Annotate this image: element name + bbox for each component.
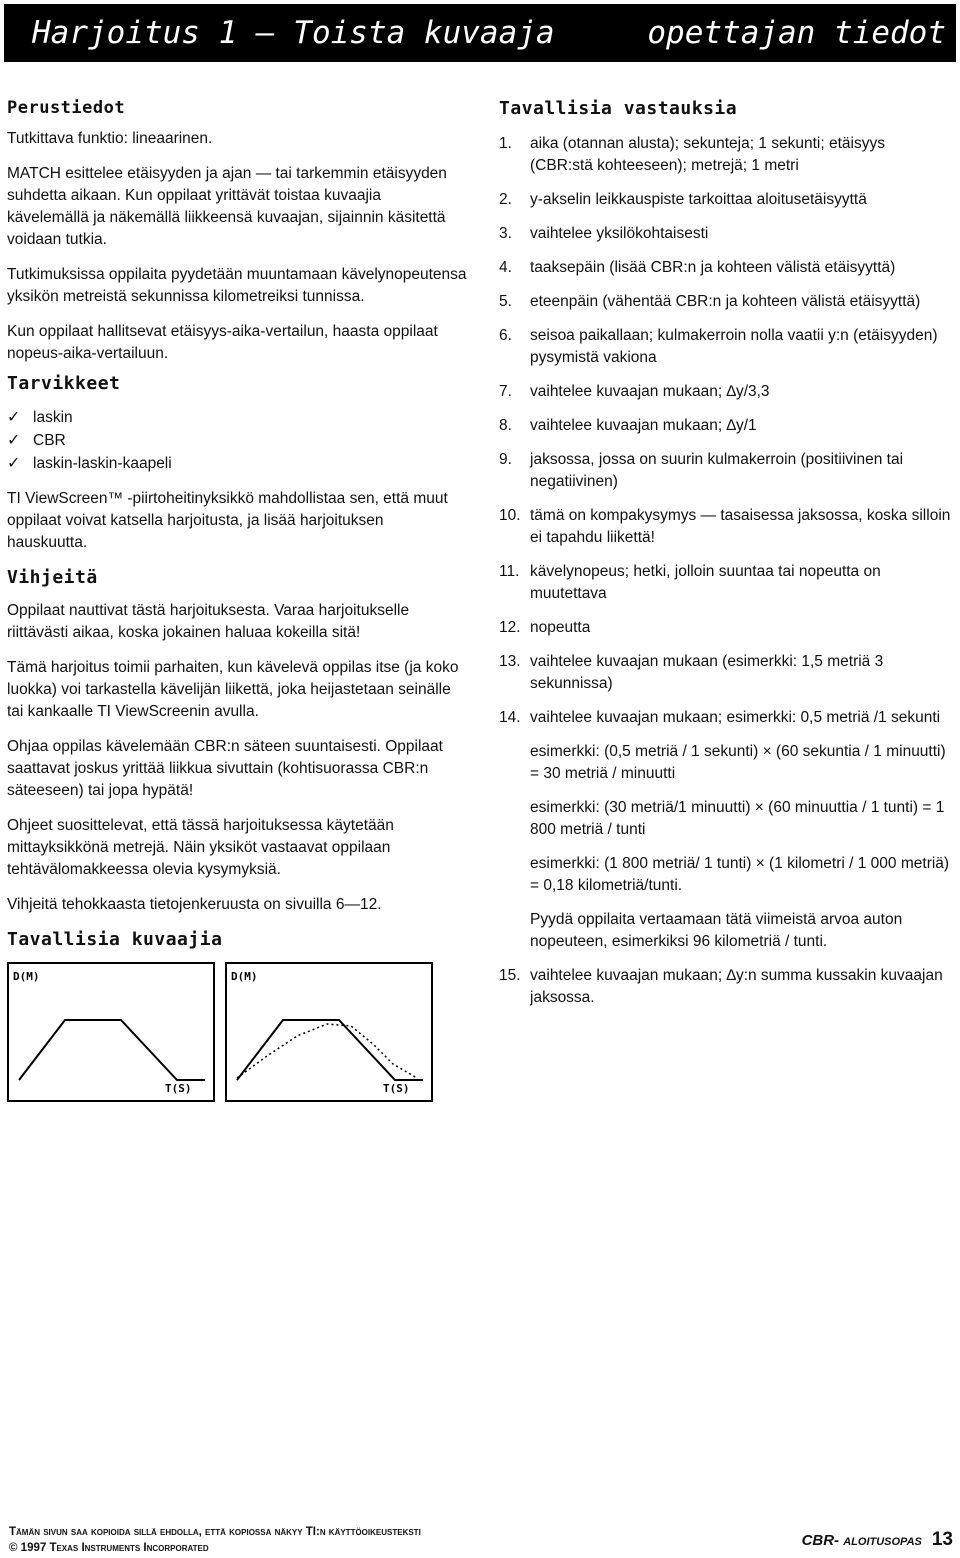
list-item bbox=[499, 291, 951, 313]
list-item bbox=[499, 415, 951, 437]
answer-text: vaihtelee kuvaajan mukaan; ∆y/1 bbox=[530, 417, 757, 434]
list-item bbox=[499, 617, 951, 639]
answer-number: 3. bbox=[499, 225, 512, 242]
answer-text: seisoa paikallaan; kulmakerroin nolla vaatii y:n (etäisyyden) pysymistä vakiona bbox=[530, 327, 938, 366]
tips-heading: Vihjeitä bbox=[7, 567, 98, 588]
list-item: ✓ CBR bbox=[7, 429, 467, 452]
list-item: ✓ laskin bbox=[7, 406, 467, 429]
answer-text: aika (otannan alusta); sekunteja; 1 sekunti; etäisyys (CBR:stä kohteeseen); metrejä; 1 metri bbox=[530, 135, 885, 174]
list-item: ✓ laskin-laskin-kaapeli bbox=[7, 452, 467, 475]
left-column bbox=[7, 98, 467, 1102]
answer-text: vaihtelee kuvaajan mukaan; ∆y/3,3 bbox=[530, 383, 770, 400]
viewscreen-paragraph: TI ViewScreen™ -piirtoheitinyksikkö mahdollistaa sen, että muut oppilaat voivat katsella harjoitusta, ja lisää harjoituksen hauskuutta. bbox=[7, 490, 448, 551]
answer-number: 8. bbox=[499, 417, 512, 434]
answer-number: 5. bbox=[499, 293, 512, 310]
answer-number: 6. bbox=[499, 327, 512, 344]
answer-number: 7. bbox=[499, 383, 512, 400]
book-title: CBR- aloitusopas bbox=[801, 1532, 922, 1549]
answer-number: 4. bbox=[499, 259, 512, 276]
answer-number: 10. bbox=[499, 507, 521, 524]
answer-number: 14. bbox=[499, 709, 521, 726]
copyright: © 1997 Texas Instruments Incorporated bbox=[9, 1542, 209, 1554]
checkmark-icon: ✓ bbox=[7, 455, 21, 472]
answer-text: eteenpäin (vähentää CBR:n ja kohteen välistä etäisyyttä) bbox=[530, 293, 921, 310]
list-item bbox=[499, 381, 951, 403]
answer-text: nopeutta bbox=[530, 619, 591, 636]
answer-number: 13. bbox=[499, 653, 521, 670]
answer-text: y-akselin leikkauspiste tarkoittaa aloitusetäisyyttä bbox=[530, 191, 867, 208]
list-item bbox=[499, 651, 951, 695]
list-item bbox=[499, 133, 951, 177]
answer-number: 12. bbox=[499, 619, 521, 636]
tips-paragraph-3: Ohjaa oppilas kävelemään CBR:n säteen suuntaisesti. Oppilaat saattavat joskus yrittää liikkua sivuttain (kohtisuorassa CBR:n säteeseen) tai jopa hypätä! bbox=[7, 738, 443, 799]
answer-text: kävelynopeus; hetki, jolloin suuntaa tai nopeutta on muutettava bbox=[530, 563, 881, 602]
answer-number: 15. bbox=[499, 967, 521, 984]
answer-number: 11. bbox=[499, 563, 520, 580]
calculator-screens bbox=[7, 962, 467, 1102]
answer-text: vaihtelee kuvaajan mukaan; esimerkki: 0,5 metriä /1 sekunti bbox=[530, 709, 941, 726]
answers-list-continued bbox=[499, 707, 951, 1009]
distance-time-graph-measured bbox=[227, 964, 431, 1100]
answers-list bbox=[499, 133, 951, 695]
target-graph-line bbox=[237, 1020, 423, 1080]
tips-paragraph-2: Tämä harjoitus toimii parhaiten, kun kävelevä oppilas itse (ja koko luokka) voi tarkastella kävelijän liikettä, joka heijastetaan seinälle tai kankaalle TI ViewScreenin avulla. bbox=[7, 659, 459, 720]
tips-paragraph-1: Oppilaat nauttivat tästä harjoituksesta. Varaa harjoitukselle riittävästi aikaa, koska jokainen haluaa kokeilla sitä! bbox=[7, 602, 410, 641]
answer-example-3: esimerkki: (1 800 metriä/ 1 tunti) × (1 kilometri / 1 000 metriä) = 0,18 kilometriä/tunti. bbox=[530, 855, 950, 894]
graphs-heading: Tavallisia kuvaajia bbox=[7, 929, 223, 950]
measured-graph-line bbox=[237, 1024, 417, 1078]
materials-list bbox=[7, 406, 467, 475]
list-item bbox=[499, 965, 951, 1009]
answer-number: 2. bbox=[499, 191, 512, 208]
footer-book-info bbox=[801, 1529, 953, 1550]
graph-line bbox=[19, 1020, 205, 1080]
list-item bbox=[499, 707, 951, 953]
answer-text: vaihtelee yksilökohtaisesti bbox=[530, 225, 709, 242]
answer-text: tämä on kompakysymys — tasaisessa jaksossa, koska silloin ei tapahdu liikettä! bbox=[530, 507, 951, 546]
copy-permission-notice: Tämän sivun saa kopioida sillä ehdolla, että kopiossa näkyy TI:n käyttöoikeusteksti bbox=[9, 1526, 421, 1538]
checkmark-icon: ✓ bbox=[7, 409, 21, 426]
activity-title: Harjoitus 1 — Toista kuvaaja bbox=[32, 15, 555, 51]
answer-example-2: esimerkki: (30 metriä/1 minuutti) × (60 minuuttia / 1 tunti) = 1 800 metriä / tunti bbox=[530, 799, 945, 838]
calculator-screen-ideal bbox=[7, 962, 215, 1102]
answers-heading: Tavallisia vastauksia bbox=[499, 98, 738, 119]
page-header bbox=[4, 4, 956, 62]
list-item bbox=[499, 223, 951, 245]
right-column bbox=[499, 98, 951, 1021]
answer-text: jaksossa, jossa on suurin kulmakerroin (positiivinen tai negatiivinen) bbox=[530, 451, 904, 490]
page-footer bbox=[9, 1524, 953, 1556]
list-item bbox=[499, 189, 951, 211]
list-item bbox=[499, 257, 951, 279]
answer-number: 1. bbox=[499, 135, 512, 152]
tips-paragraph-5: Vihjeitä tehokkaasta tietojenkeruusta on sivuilla 6—12. bbox=[7, 896, 382, 913]
answer-text: vaihtelee kuvaajan mukaan (esimerkki: 1,5 metriä 3 sekunnissa) bbox=[530, 653, 884, 692]
materials-heading: Tarvikkeet bbox=[7, 373, 121, 394]
basics-paragraph-4: Kun oppilaat hallitsevat etäisyys-aika-vertailun, haasta oppilaat nopeus-aika-vertailuun. bbox=[7, 323, 438, 362]
answer-text: taaksepäin (lisää CBR:n ja kohteen välistä etäisyyttä) bbox=[530, 259, 896, 276]
tips-paragraph-4: Ohjeet suosittelevat, että tässä harjoituksessa käytetään mittayksikkönä metrejä. Näin yksiköt vastaavat oppilaan tehtävälomakkeessa olevia kysymyksiä. bbox=[7, 817, 394, 878]
header-subtitle: opettajan tiedot bbox=[647, 15, 946, 51]
basics-paragraph-1: Tutkittava funktio: lineaarinen. bbox=[7, 130, 213, 147]
distance-time-graph-ideal bbox=[9, 964, 213, 1100]
page-number: 13 bbox=[931, 1529, 953, 1550]
list-item bbox=[499, 505, 951, 549]
answer-text: vaihtelee kuvaajan mukaan; ∆y:n summa kussakin kuvaajan jaksossa. bbox=[530, 967, 943, 1006]
basics-heading: Perustiedot bbox=[7, 98, 126, 118]
y-axis-label: D(M) bbox=[231, 970, 258, 983]
y-axis-label: D(M) bbox=[13, 970, 40, 983]
list-item bbox=[499, 325, 951, 369]
answer-example-1: esimerkki: (0,5 metriä / 1 sekunti) × (60 sekuntia / 1 minuutti) = 30 metriä / minuutti bbox=[530, 743, 946, 782]
list-item bbox=[499, 561, 951, 605]
answer-example-4: Pyydä oppilaita vertaamaan tätä viimeistä arvoa auton nopeuteen, esimerkiksi 96 kilometriä / tunti. bbox=[530, 911, 903, 950]
list-item bbox=[499, 449, 951, 493]
basics-paragraph-3: Tutkimuksissa oppilaita pyydetään muuntamaan kävelynopeutensa yksikön metreistä sekunnissa kilometreiksi tunnissa. bbox=[7, 266, 467, 305]
checkmark-icon: ✓ bbox=[7, 432, 21, 449]
basics-paragraph-2: MATCH esittelee etäisyyden ja ajan — tai tarkemmin etäisyyden suhdetta aikaan. Kun oppilaat yrittävät toistaa kuvaajia kävelemällä ja näkemällä liikkeensä kuvaajan, sijainnin käsitettä voidaan tutkia. bbox=[7, 165, 447, 248]
answer-number: 9. bbox=[499, 451, 512, 468]
calculator-screen-measured bbox=[225, 962, 433, 1102]
x-axis-label: T(S) bbox=[383, 1082, 410, 1095]
x-axis-label: T(S) bbox=[165, 1082, 192, 1095]
